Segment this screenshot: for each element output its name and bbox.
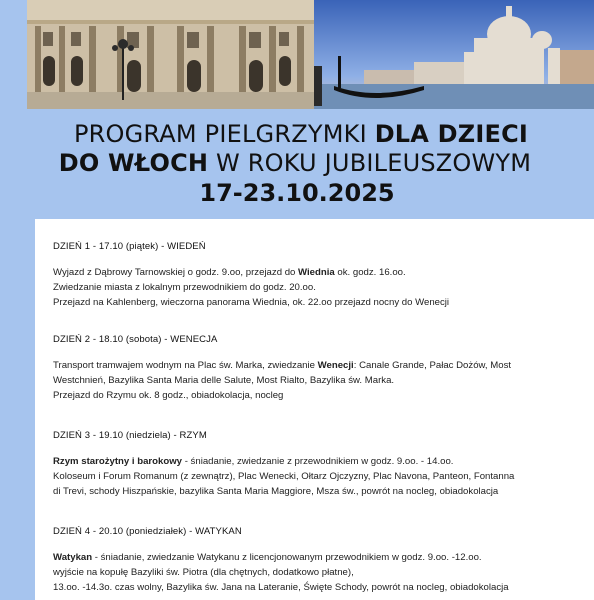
day-heading: DZIEŃ 1 - 17.10 (piątek) - WIEDEŃ <box>53 241 206 252</box>
day-line: Watykan - śniadanie, zwiedzanie Watykanu z licencjonowanym przewodnikiem w godz. 9.oo. -12.oo. <box>53 552 482 563</box>
day-description <box>53 358 588 403</box>
day-line: Rzym starożytny i barokowy - śniadanie, zwiedzanie z przewodnikiem w godz. 9.oo. - 14.oo. <box>53 456 454 467</box>
day-heading: DZIEŃ 2 - 18.10 (sobota) - WENECJA <box>53 334 218 345</box>
day-line: Przejazd na Kahlenberg, wieczorna panorama Wiednia, ok. 22.oo przejazd nocny do Wenecji <box>53 297 450 308</box>
title-date: 17-23.10.2025 <box>199 179 395 207</box>
rome-basilica-photo <box>27 0 314 109</box>
day-line: wyjście na kopułę Bazyliki św. Piotra (dla chętnych, dodatkowo płatne), <box>53 567 354 578</box>
program-title <box>0 120 594 208</box>
day-line: Zwiedzanie miasta z lokalnym przewodnikiem do godz. 20.oo. <box>53 282 316 293</box>
venice-gondola-photo <box>314 0 594 109</box>
day-line: Wyjazd z Dąbrowy Tarnowskiej o godz. 9.oo, przejazd do Wiednia ok. godz. 16.oo. <box>53 267 406 278</box>
day-heading: DZIEŃ 3 - 19.10 (niedziela) - RZYM <box>53 430 207 441</box>
day-line: di Trevi, schody Hiszpańskie, bazylika Santa Maria Maggiore, Msza św., powrót na nocleg, obiadokolacja <box>53 486 499 497</box>
day-2 <box>53 334 588 403</box>
day-description <box>53 550 588 595</box>
header-photos <box>27 0 594 109</box>
title-line-1-regular: PROGRAM PIELGRZYMKI <box>73 120 375 148</box>
day-description <box>53 454 588 499</box>
day-4 <box>53 526 588 595</box>
day-heading: DZIEŃ 4 - 20.10 (poniedziałek) - WATYKAN <box>53 526 242 537</box>
title-line-1-bold: DLA DZIECI <box>374 120 529 148</box>
day-line: Westchnień, Bazylika Santa Maria delle Salute, Most Rialto, Bazylika św. Marka. <box>53 375 395 386</box>
title-line-1 <box>8 120 594 149</box>
day-line: Transport tramwajem wodnym na Plac św. Marka, zwiedzanie Wenecji: Canale Grande, Pałac Dożów, Most <box>53 360 512 371</box>
title-line-2-bold: DO WŁOCH <box>58 149 209 177</box>
day-line: 13.oo. -14.3o. czas wolny, Bazylika św. Jana na Lateranie, Święte Schody, powrót na nocleg, obiadokolacja <box>53 582 509 593</box>
day-line: Koloseum i Forum Romanum (z zewnątrz), Plac Wenecki, Ołtarz Ojczyzny, Plac Navona, Panteon, Fontanna <box>53 471 515 482</box>
day-1 <box>53 241 588 310</box>
program-content <box>35 219 594 600</box>
title-line-2-regular: W ROKU JUBILEUSZOWYM <box>208 149 532 177</box>
day-line: Przejazd do Rzymu ok. 8 godz., obiadokolacja, nocleg <box>53 390 284 401</box>
day-3 <box>53 430 588 499</box>
day-description <box>53 265 588 310</box>
title-line-2 <box>0 149 594 178</box>
